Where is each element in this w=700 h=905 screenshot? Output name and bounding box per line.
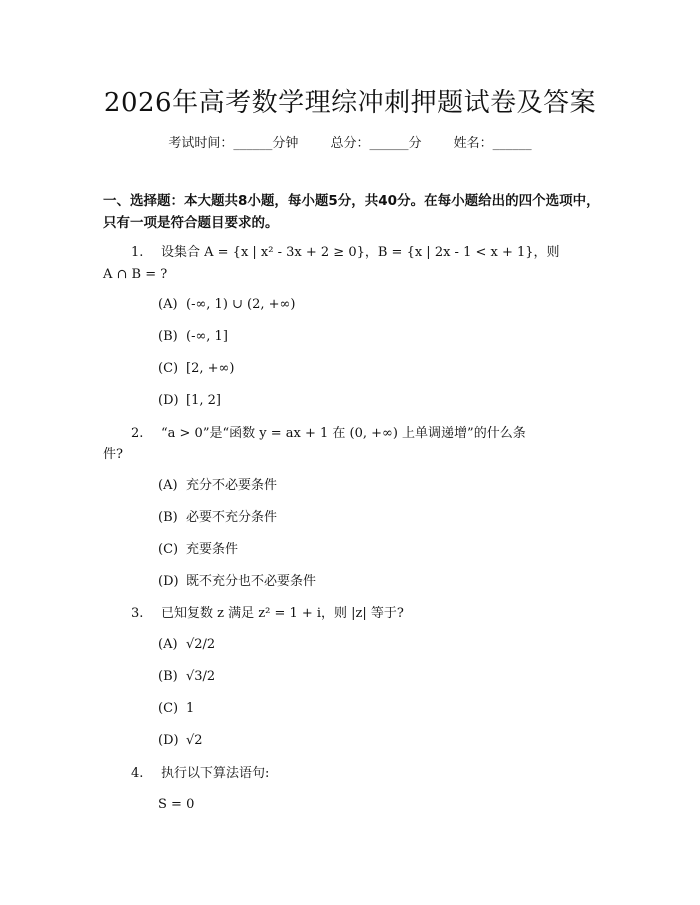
option-letter: (C) [158, 701, 179, 716]
question-1-option-d [158, 391, 221, 411]
option-text: √2/2 [186, 637, 216, 652]
option-text: 必要不充分条件 [186, 510, 278, 525]
question-1-option-a [158, 295, 295, 315]
option-text: 充要条件 [186, 542, 239, 557]
question-1-stem [131, 243, 560, 263]
option-letter: (B) [158, 510, 178, 525]
option-letter: (C) [158, 361, 179, 376]
question-1-option-c [158, 359, 234, 379]
option-text: (-∞, 1] [186, 329, 228, 344]
option-letter: (A) [158, 637, 178, 652]
question-number: 4. [131, 766, 144, 781]
section-heading: 一、选择题：本大题共8小题，每小题5分，共40分。在每小题给出的四个选项中，只有一项是符合题目要求的。 [103, 193, 600, 231]
exam-info-line [0, 132, 700, 151]
option-text: 1 [186, 701, 195, 716]
question-number: 1. [131, 245, 144, 260]
option-text: [2, +∞) [186, 361, 235, 376]
option-text: 充分不必要条件 [186, 478, 278, 493]
option-letter: (D) [158, 393, 179, 408]
option-letter: (B) [158, 669, 178, 684]
algorithm-code-line: S = 0 [158, 797, 195, 812]
question-2-stem-continued: 件? [103, 447, 123, 462]
question-1-stem-continued: A ∩ B = ? [103, 267, 168, 282]
exam-time-field: 考试时间：______分钟 [168, 136, 299, 151]
question-3-option-c [158, 699, 194, 719]
question-2-stem [131, 424, 526, 444]
option-text: √2 [186, 733, 203, 748]
question-3-stem [131, 604, 404, 624]
option-letter: (A) [158, 478, 178, 493]
question-3-option-b [158, 667, 215, 687]
option-letter: (C) [158, 542, 179, 557]
question-3-option-a [158, 635, 215, 655]
question-number: 2. [131, 426, 144, 441]
option-text: √3/2 [186, 669, 216, 684]
question-stem-text: “a > 0”是“函数 y = ax + 1 在 (0, +∞) 上单调递增”的什么条 [161, 426, 526, 441]
option-letter: (D) [158, 574, 179, 589]
question-2-option-b [158, 508, 277, 528]
total-score-field: 总分：______分 [330, 136, 422, 151]
option-text: 既不充分也不必要条件 [186, 574, 317, 589]
option-letter: (B) [158, 329, 178, 344]
question-stem-text: 已知复数 z 满足 z² = 1 + i，则 |z| 等于? [161, 606, 404, 621]
option-letter: (D) [158, 733, 179, 748]
question-number: 3. [131, 606, 144, 621]
question-2-option-a [158, 476, 277, 496]
option-text: [1, 2] [186, 393, 221, 408]
option-text: (-∞, 1) ∪ (2, +∞) [186, 297, 296, 312]
question-2-option-c [158, 540, 238, 560]
exam-title: 2026年高考数学理综冲刺押题试卷及答案 [103, 88, 597, 118]
name-field: 姓名：______ [453, 136, 532, 151]
question-stem-text: 设集合 A = {x | x² - 3x + 2 ≥ 0}，B = {x | 2x - 1 < x + 1}，则 [161, 245, 560, 260]
question-3-option-d [158, 731, 203, 751]
question-stem-text: 执行以下算法语句: [161, 766, 270, 781]
question-2-option-d [158, 572, 316, 592]
option-letter: (A) [158, 297, 178, 312]
question-4-stem [131, 764, 269, 784]
question-1-option-b [158, 327, 228, 347]
